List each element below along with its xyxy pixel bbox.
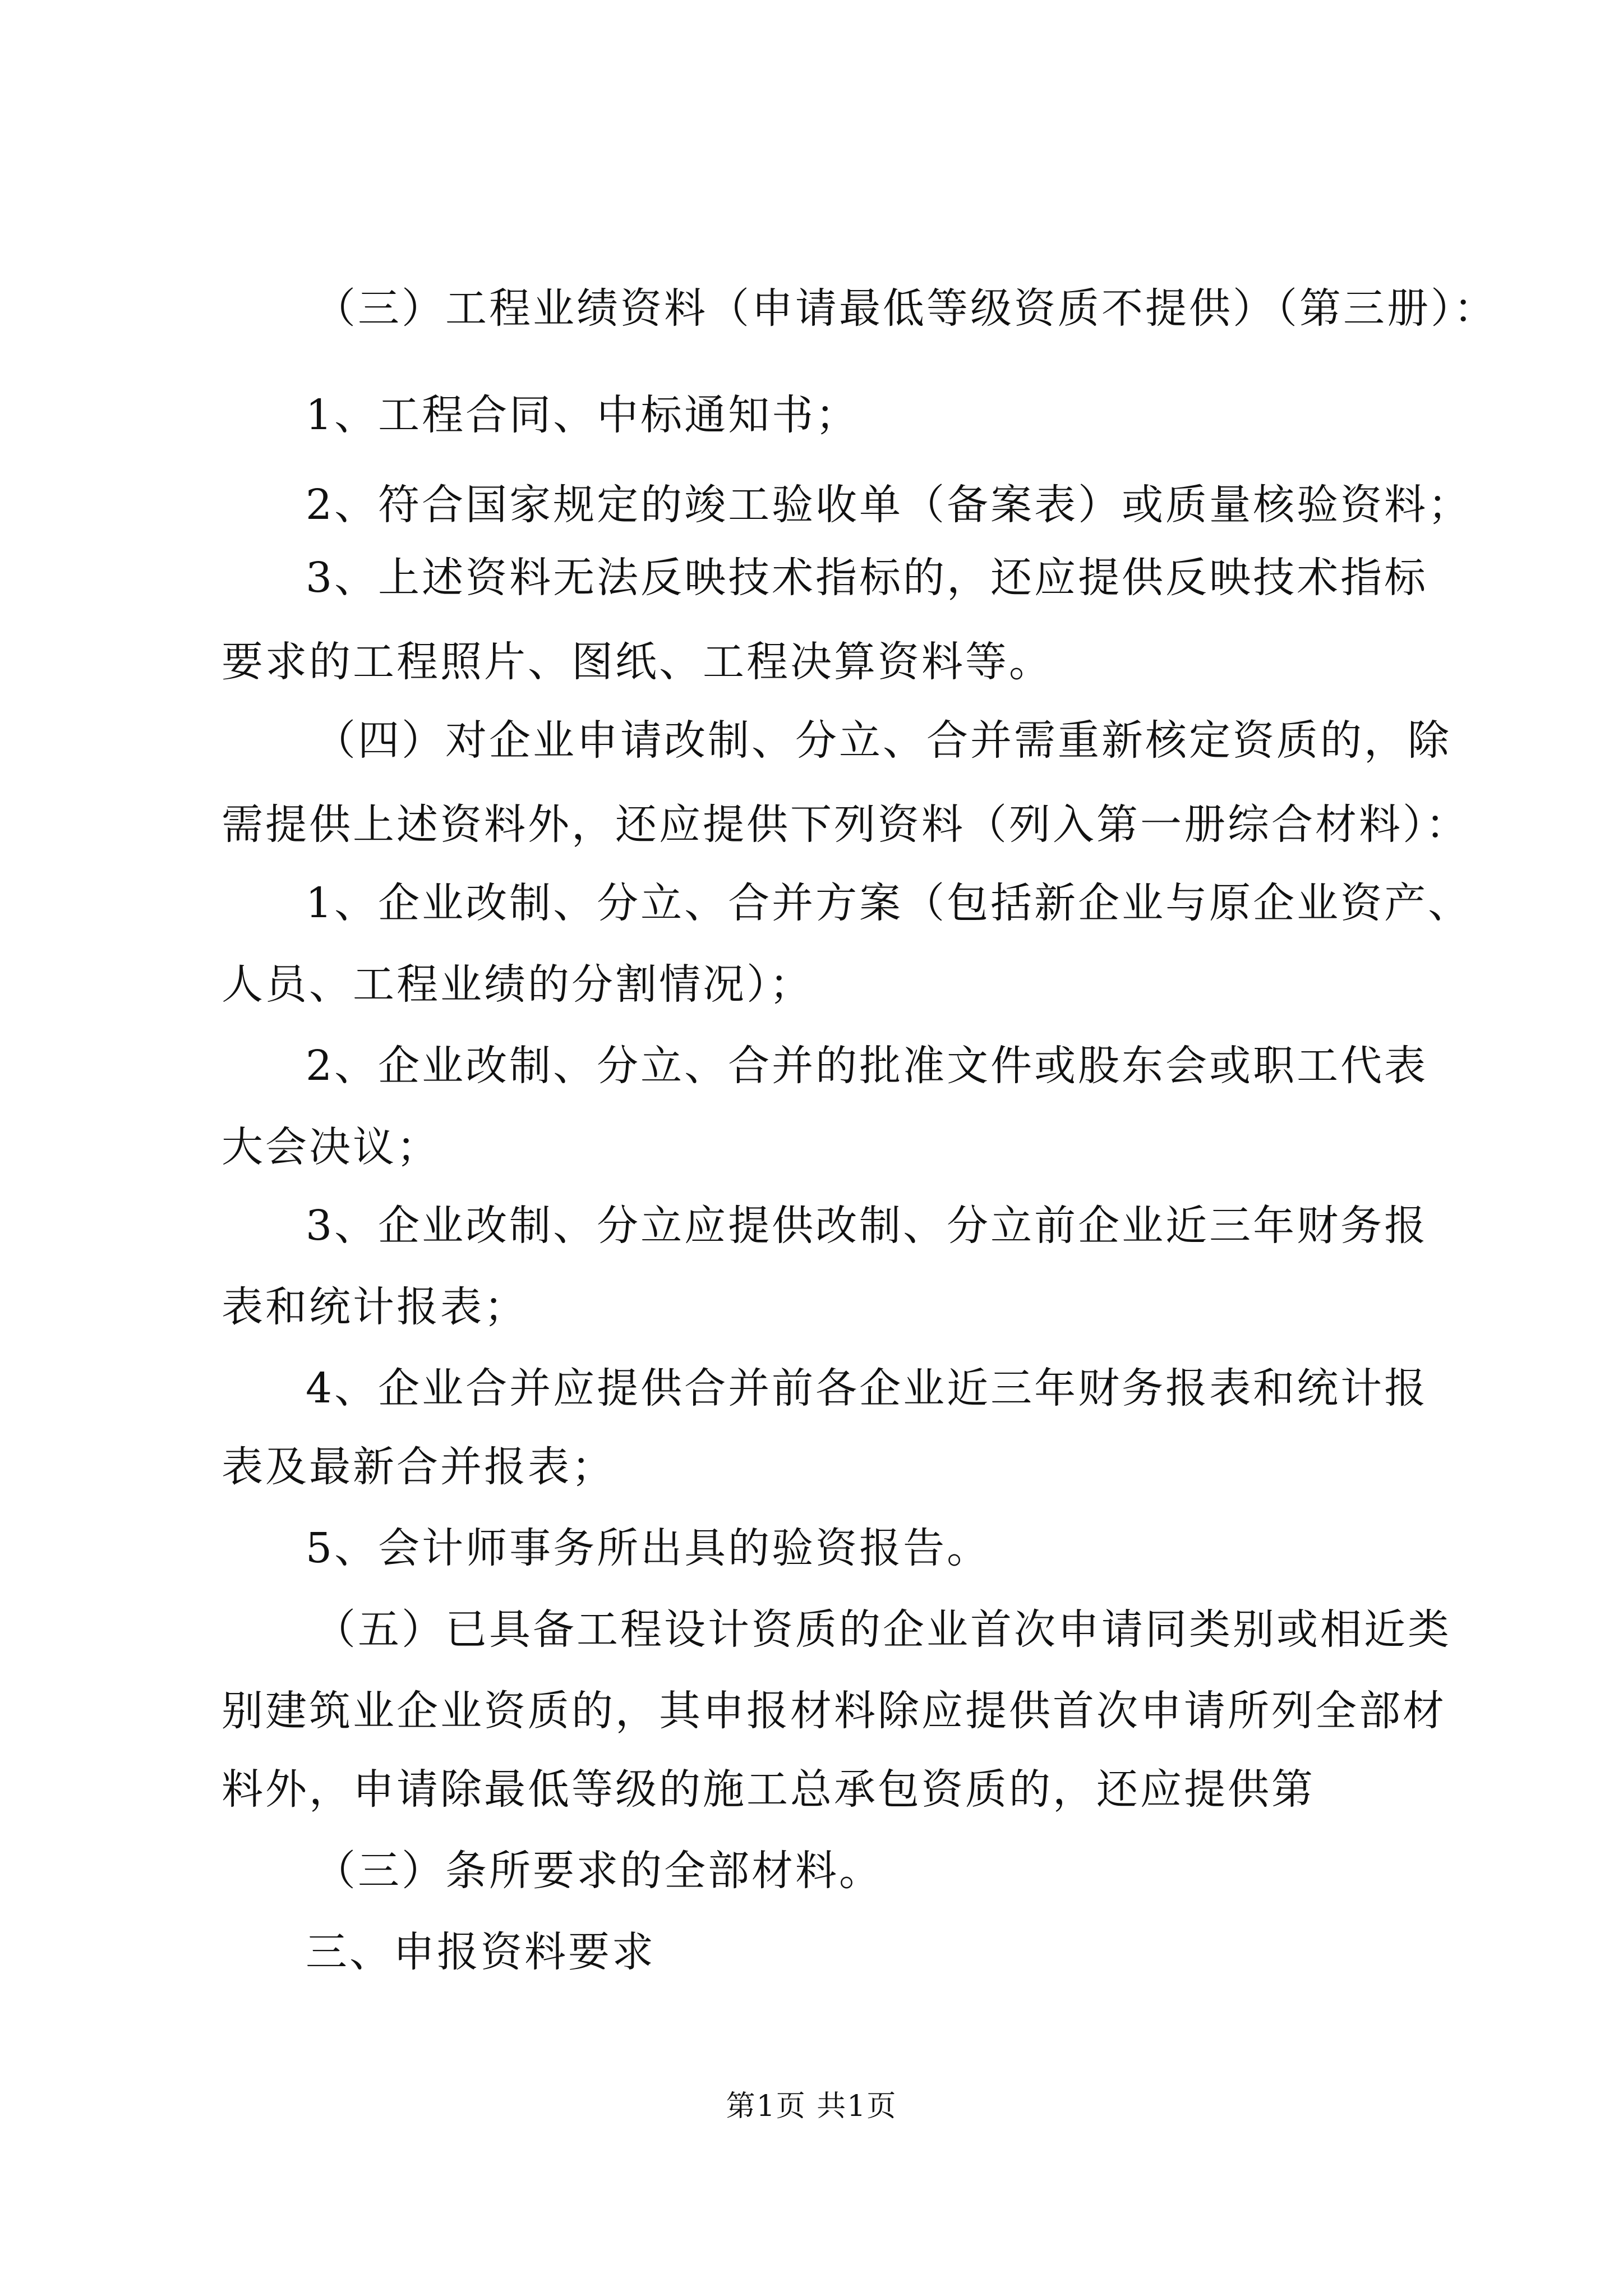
paragraph-line: 别建筑业企业资质的，其申报材料除应提供首次申请所列全部材 [222, 1687, 1446, 1735]
paragraph-line: 需提供上述资料外，还应提供下列资料（列入第一册综合材料）： [222, 800, 1469, 849]
paragraph-line: 5、会计师事务所出具的验资报告。 [306, 1524, 991, 1572]
paragraph-line: 大会决议； [222, 1123, 440, 1171]
paragraph-line: 料外，申请除最低等级的施工总承包资质的，还应提供第 [222, 1765, 1315, 1814]
paragraph-line: 表和统计报表； [222, 1283, 528, 1331]
paragraph-line: 4、企业合并应提供合并前各企业近三年财务报表和统计报 [306, 1364, 1428, 1412]
paragraph-line: 2、符合国家规定的竣工验收单（备案表）或质量核验资料； [306, 481, 1472, 529]
paragraph-line: （三）工程业绩资料（申请最低等级资质不提供）（第三册）： [314, 284, 1497, 333]
paragraph-line: 3、上述资料无法反映技术指标的，还应提供反映技术指标 [306, 554, 1428, 602]
paragraph-line: 2、企业改制、分立、合并的批准文件或股东会或职工代表 [306, 1042, 1428, 1090]
paragraph-line: 要求的工程照片、图纸、工程决算资料等。 [222, 638, 1053, 686]
section-heading: 三、申报资料要求 [306, 1928, 656, 1976]
paragraph-line: 表及最新合并报表； [222, 1443, 615, 1491]
paragraph-line: 1、企业改制、分立、合并方案（包括新企业与原企业资产、 [306, 879, 1472, 927]
paragraph-line: （四）对企业申请改制、分立、合并需重新核定资质的，除 [314, 716, 1451, 765]
paragraph-line: 1、工程合同、中标通知书； [306, 391, 860, 439]
paragraph-line: （三）条所要求的全部材料。 [314, 1847, 883, 1895]
paragraph-line: 人员、工程业绩的分割情况）； [222, 960, 813, 1009]
paragraph-line: （五）已具备工程设计资质的企业首次申请同类别或相近类 [314, 1605, 1451, 1654]
page-number-footer: 第1页 共1页 [726, 2090, 897, 2123]
paragraph-line: 3、企业改制、分立应提供改制、分立前企业近三年财务报 [306, 1202, 1428, 1250]
